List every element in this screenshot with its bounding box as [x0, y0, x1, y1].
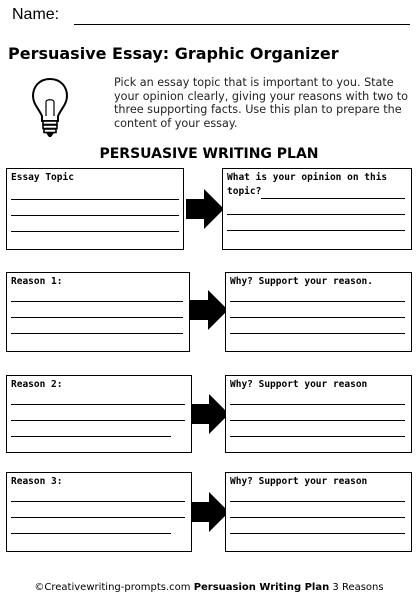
instructions-text: Pick an essay topic that is important to you. State your opinion clearly, giving your reasons with two to three supporting facts. Use this plan to prepare the content of your essay. [114, 76, 408, 130]
writing-line [11, 333, 183, 334]
opinion-label: What is your opinion on this [227, 172, 388, 183]
lightbulb-icon [30, 76, 70, 138]
writing-line [227, 214, 405, 215]
footer-title: Persuasion Writing Plan [193, 582, 330, 593]
writing-line [230, 301, 405, 302]
writing-line [11, 301, 183, 302]
name-line[interactable] [74, 24, 410, 25]
reason-2-support-box[interactable] [225, 375, 412, 453]
writing-line [11, 420, 185, 421]
arrow-right-icon [186, 189, 224, 229]
opinion-box[interactable] [222, 168, 412, 250]
reason-2-label: Reason 2: [11, 379, 63, 390]
arrow-right-icon [191, 492, 229, 532]
writing-line [230, 317, 405, 318]
plan-heading: PERSUASIVE WRITING PLAN [99, 146, 319, 162]
footer-suffix: 3 Reasons [332, 582, 384, 593]
arrow-right-icon [190, 290, 228, 330]
name-label: Name: [12, 6, 60, 23]
writing-line [11, 517, 185, 518]
writing-line [11, 533, 171, 534]
writing-line [230, 420, 405, 421]
opinion-label-2: topic? [227, 186, 262, 197]
writing-line [11, 501, 185, 502]
essay-topic-label: Essay Topic [11, 172, 74, 183]
reason-1-support-label: Why? Support your reason. [230, 276, 373, 287]
name-row [8, 4, 410, 28]
reason-3-label: Reason 3: [11, 476, 63, 487]
writing-line [227, 230, 405, 231]
writing-line [230, 517, 405, 518]
footer [0, 582, 418, 593]
writing-line [11, 231, 179, 232]
writing-line [261, 198, 405, 199]
reason-3-box[interactable] [6, 472, 192, 552]
reason-2-box[interactable] [6, 375, 192, 453]
reason-1-box[interactable] [6, 272, 190, 352]
arrow-right-icon [191, 394, 229, 434]
writing-line [11, 199, 179, 200]
reason-2-support-label: Why? Support your reason [230, 379, 368, 390]
page-title: Persuasive Essay: Graphic Organizer [8, 44, 339, 63]
writing-line [230, 436, 405, 437]
writing-line [11, 215, 179, 216]
reason-3-support-label: Why? Support your reason [230, 476, 368, 487]
writing-line [230, 333, 405, 334]
writing-line [230, 501, 405, 502]
footer-site: ©Creativewriting-prompts.com [34, 582, 191, 593]
reason-1-label: Reason 1: [11, 276, 63, 287]
reason-1-support-box[interactable] [225, 272, 412, 352]
writing-line [11, 436, 171, 437]
reason-3-support-box[interactable] [225, 472, 412, 552]
writing-line [230, 404, 405, 405]
writing-line [11, 404, 185, 405]
essay-topic-box[interactable] [6, 168, 184, 250]
writing-line [11, 317, 183, 318]
writing-line [230, 533, 405, 534]
